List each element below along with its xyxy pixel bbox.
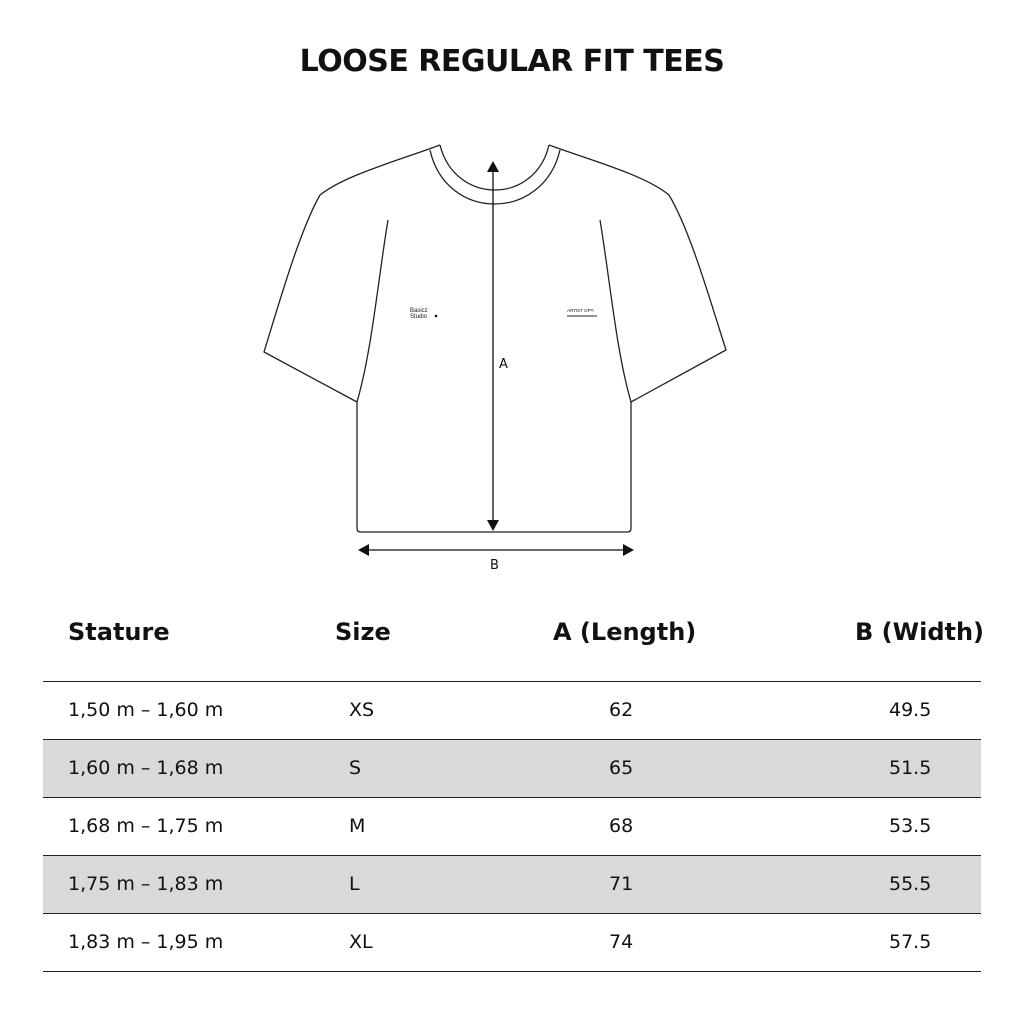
cell-length: 62 (609, 699, 634, 721)
cell-stature: 1,75 m – 1,83 m (68, 873, 224, 895)
cell-width: 49.5 (889, 699, 932, 721)
cell-stature: 1,68 m – 1,75 m (68, 815, 224, 837)
tshirt-outline (264, 145, 726, 532)
collar-inner (430, 150, 560, 204)
header-width: B (Width) (855, 618, 985, 646)
sleeve-seam-left (357, 220, 388, 402)
cell-width: 51.5 (889, 757, 932, 779)
sleeve-seam-right (600, 220, 631, 402)
cell-length: 74 (609, 931, 634, 953)
cell-size: L (349, 873, 360, 895)
table-row (43, 798, 981, 856)
print-left-line2: Studio (410, 314, 428, 320)
cell-width: 57.5 (889, 931, 932, 953)
cell-size: XS (349, 699, 375, 721)
cell-stature: 1,50 m – 1,60 m (68, 699, 224, 721)
page-title: LOOSE REGULAR FIT TEES (299, 44, 725, 79)
table-row (43, 856, 981, 914)
header-stature: Stature (68, 618, 170, 646)
label-a: A (499, 357, 508, 372)
cell-width: 53.5 (889, 815, 932, 837)
cell-length: 65 (609, 757, 634, 779)
label-b: B (490, 558, 499, 573)
print-left-dot (435, 315, 438, 318)
cell-size: S (349, 757, 362, 779)
measure-b-arrow (358, 544, 634, 556)
cell-length: 71 (609, 873, 634, 895)
cell-width: 55.5 (889, 873, 932, 895)
size-table (43, 600, 985, 972)
header-length: A (Length) (553, 618, 697, 646)
cell-stature: 1,60 m – 1,68 m (68, 757, 224, 779)
cell-length: 68 (609, 815, 634, 837)
cell-size: M (349, 815, 366, 837)
cell-size: XL (349, 931, 373, 953)
header-size: Size (335, 618, 391, 646)
cell-stature: 1,83 m – 1,95 m (68, 931, 224, 953)
print-right-line1: ARTIST OPT. (567, 308, 595, 313)
table-row (43, 740, 981, 798)
table-row (43, 682, 981, 740)
print-left-line1: Basicz (410, 308, 428, 314)
table-row (43, 914, 981, 972)
table-header (43, 600, 985, 682)
measure-a-arrow (487, 161, 499, 531)
